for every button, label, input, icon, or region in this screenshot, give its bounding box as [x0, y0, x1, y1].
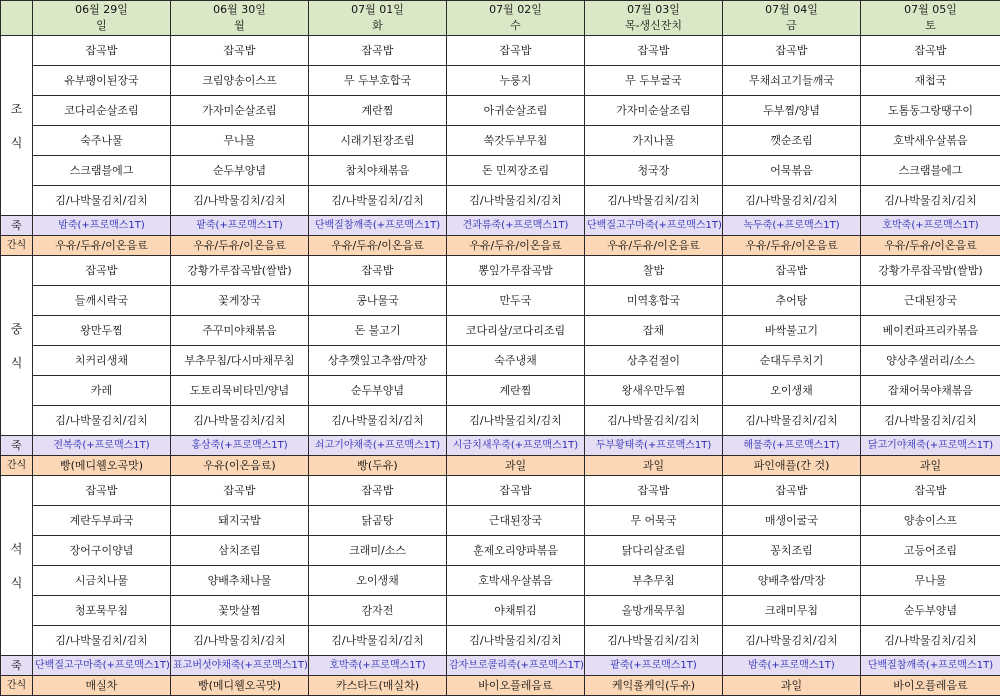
lunch-menu-item: 왕만두찜: [33, 316, 171, 346]
lunch-snack-row: [1, 456, 1000, 476]
snack-label: 간식: [1, 676, 33, 696]
breakfast-menu-item: 참치야채볶음: [309, 156, 447, 186]
breakfast-snack-item: 우유/두유/이온음료: [447, 236, 585, 256]
dinner-snack-item: 케익롤케익(두유): [585, 676, 723, 696]
dinner-menu-item: 김/나박물김치/김치: [723, 626, 861, 656]
breakfast-porridge-item: 팥죽(+프로맥스1T): [171, 216, 309, 236]
day-date: 07월 05일: [863, 2, 998, 18]
dinner-menu-item: 양배추쌈/막장: [723, 566, 861, 596]
day-header-2: [309, 1, 447, 36]
lunch-menu-item: 계란찜: [447, 376, 585, 406]
day-header-1: [171, 1, 309, 36]
snack-label: 간식: [1, 236, 33, 256]
dinner-menu-item: 김/나박물김치/김치: [309, 626, 447, 656]
dinner-snack-item: 바이오플레음료: [861, 676, 1000, 696]
dinner-menu-item: 김/나박물김치/김치: [171, 626, 309, 656]
lunch-menu-item: 근대된장국: [861, 286, 1000, 316]
breakfast-menu-item: 코다리순살조림: [33, 96, 171, 126]
breakfast-menu-item: 무 두부굴국: [585, 66, 723, 96]
dinner-snack-item: 과일: [723, 676, 861, 696]
lunch-menu-item: 부추무침/다시마채무침: [171, 346, 309, 376]
menu-body: [1, 36, 1000, 696]
day-date: 07월 03일: [587, 2, 720, 18]
breakfast-menu-item: 김/나박물김치/김치: [33, 186, 171, 216]
lunch-menu-item: 상추깻잎고추쌈/막장: [309, 346, 447, 376]
dinner-menu-item: 감자전: [309, 596, 447, 626]
breakfast-snack-item: 우유/두유/이온음료: [585, 236, 723, 256]
lunch-menu-item: 김/나박물김치/김치: [171, 406, 309, 436]
dinner-menu-item: 잡곡밥: [447, 476, 585, 506]
lunch-snack-item: 파인애플(간 것): [723, 456, 861, 476]
dinner-menu-item: 계란두부파국: [33, 506, 171, 536]
day-date: 07월 01일: [311, 2, 444, 18]
breakfast-porridge-item: 밤죽(+프로맥스1T): [33, 216, 171, 236]
breakfast-menu-item: 호박새우살볶음: [861, 126, 1000, 156]
lunch-row: [1, 256, 1000, 286]
porridge-label: 죽: [1, 656, 33, 676]
day-weekday: 금: [725, 18, 858, 34]
dinner-menu-item: 청포묵무침: [33, 596, 171, 626]
dinner-menu-item: 장어구이양념: [33, 536, 171, 566]
lunch-menu-item: 김/나박물김치/김치: [723, 406, 861, 436]
breakfast-snack-row: [1, 236, 1000, 256]
day-weekday: 토: [863, 18, 998, 34]
corner-cell: [1, 1, 33, 36]
lunch-porridge-item: 전복죽(+프로맥스1T): [33, 436, 171, 456]
dinner-porridge-item: 단백질고구마죽(+프로맥스1T): [33, 656, 171, 676]
breakfast-porridge-item: 견과류죽(+프로맥스1T): [447, 216, 585, 236]
dinner-menu-item: 잡곡밥: [723, 476, 861, 506]
lunch-menu-item: 김/나박물김치/김치: [447, 406, 585, 436]
dinner-menu-item: 고등어조림: [861, 536, 1000, 566]
breakfast-menu-item: 김/나박물김치/김치: [447, 186, 585, 216]
dinner-menu-item: 잡곡밥: [33, 476, 171, 506]
day-header-4: [585, 1, 723, 36]
dinner-snack-item: 바이오플레음료: [447, 676, 585, 696]
dinner-porridge-item: 표고버섯야채죽(+프로맥스1T): [171, 656, 309, 676]
dinner-menu-item: 잡곡밥: [171, 476, 309, 506]
breakfast-menu-item: 잡곡밥: [33, 36, 171, 66]
dinner-menu-item: 김/나박물김치/김치: [447, 626, 585, 656]
day-header-5: [723, 1, 861, 36]
dinner-porridge-item: 단백질참깨죽(+프로맥스1T): [861, 656, 1000, 676]
breakfast-menu-item: 잡곡밥: [585, 36, 723, 66]
lunch-porridge-item: 홍삼죽(+프로맥스1T): [171, 436, 309, 456]
dinner-menu-item: 호박새우살볶음: [447, 566, 585, 596]
dinner-porridge-item: 팥죽(+프로맥스1T): [585, 656, 723, 676]
lunch-menu-item: 만두국: [447, 286, 585, 316]
dinner-menu-item: 김/나박물김치/김치: [585, 626, 723, 656]
lunch-snack-item: 과일: [447, 456, 585, 476]
lunch-menu-item: 잡곡밥: [309, 256, 447, 286]
lunch-menu-item: 바싹불고기: [723, 316, 861, 346]
lunch-row: [1, 376, 1000, 406]
breakfast-menu-item: 무 두부호합국: [309, 66, 447, 96]
breakfast-menu-item: 김/나박물김치/김치: [861, 186, 1000, 216]
breakfast-menu-item: 무나물: [171, 126, 309, 156]
dinner-menu-item: 순두부양념: [861, 596, 1000, 626]
day-date: 06월 29일: [35, 2, 168, 18]
breakfast-menu-item: 숙주나물: [33, 126, 171, 156]
lunch-snack-item: 과일: [861, 456, 1000, 476]
breakfast-row: [1, 36, 1000, 66]
lunch-menu-item: 김/나박물김치/김치: [861, 406, 1000, 436]
lunch-menu-item: 잡곡밥: [723, 256, 861, 286]
dinner-menu-item: 닭곰탕: [309, 506, 447, 536]
breakfast-menu-item: 아귀순살조림: [447, 96, 585, 126]
breakfast-menu-item: 잡곡밥: [861, 36, 1000, 66]
breakfast-menu-item: 김/나박물김치/김치: [723, 186, 861, 216]
lunch-row: [1, 316, 1000, 346]
lunch-menu-item: 오이생채: [723, 376, 861, 406]
breakfast-row: [1, 96, 1000, 126]
lunch-menu-item: 뽕잎가루잡곡밥: [447, 256, 585, 286]
breakfast-label: [1, 36, 33, 216]
lunch-menu-item: 콩나물국: [309, 286, 447, 316]
lunch-menu-item: 김/나박물김치/김치: [33, 406, 171, 436]
lunch-porridge-item: 시금치새우죽(+프로맥스1T): [447, 436, 585, 456]
day-header-0: [33, 1, 171, 36]
breakfast-menu-item: 돈 민찌장조림: [447, 156, 585, 186]
breakfast-menu-item: 스크램블에그: [33, 156, 171, 186]
breakfast-label-char: 조: [3, 92, 30, 126]
dinner-menu-item: 크래미무침: [723, 596, 861, 626]
lunch-snack-item: 과일: [585, 456, 723, 476]
dinner-menu-item: 무나물: [861, 566, 1000, 596]
dinner-row: [1, 476, 1000, 506]
breakfast-row: [1, 156, 1000, 186]
dinner-label: [1, 476, 33, 656]
day-date: 06월 30일: [173, 2, 306, 18]
dinner-menu-item: 근대된장국: [447, 506, 585, 536]
lunch-menu-item: 왕새우만두찜: [585, 376, 723, 406]
breakfast-menu-item: 가자미순살조림: [171, 96, 309, 126]
lunch-porridge-row: [1, 436, 1000, 456]
breakfast-menu-item: 김/나박물김치/김치: [171, 186, 309, 216]
day-weekday: 월: [173, 18, 306, 34]
breakfast-menu-item: 잡곡밥: [171, 36, 309, 66]
breakfast-label-char: 식: [3, 126, 30, 160]
lunch-porridge-item: 해물죽(+프로맥스1T): [723, 436, 861, 456]
dinner-menu-item: 매생이굴국: [723, 506, 861, 536]
lunch-menu-item: 순대두루치기: [723, 346, 861, 376]
lunch-menu-item: 도토리묵비타민/양념: [171, 376, 309, 406]
dinner-menu-item: 부추무침: [585, 566, 723, 596]
breakfast-row: [1, 126, 1000, 156]
dinner-row: [1, 536, 1000, 566]
lunch-menu-item: 들깨시락국: [33, 286, 171, 316]
lunch-menu-item: 찰밥: [585, 256, 723, 286]
breakfast-menu-item: 쑥갓두부무침: [447, 126, 585, 156]
lunch-label: [1, 256, 33, 436]
breakfast-menu-item: 김/나박물김치/김치: [309, 186, 447, 216]
dinner-menu-item: 올방개묵무침: [585, 596, 723, 626]
dinner-porridge-item: 밤죽(+프로맥스1T): [723, 656, 861, 676]
dinner-menu-item: 크래미/소스: [309, 536, 447, 566]
lunch-menu-item: 김/나박물김치/김치: [585, 406, 723, 436]
dinner-snack-item: 카스타드(매실차): [309, 676, 447, 696]
dinner-menu-item: 잡곡밥: [861, 476, 1000, 506]
breakfast-menu-item: 어묵볶음: [723, 156, 861, 186]
lunch-menu-item: 강황가루잡곡밥(쌀밥): [171, 256, 309, 286]
dinner-menu-item: 삼치조림: [171, 536, 309, 566]
lunch-menu-item: 꽃게장국: [171, 286, 309, 316]
breakfast-menu-item: 시래기된장조림: [309, 126, 447, 156]
breakfast-menu-item: 크림양송이스프: [171, 66, 309, 96]
lunch-menu-item: 치커리생채: [33, 346, 171, 376]
dinner-row: [1, 596, 1000, 626]
lunch-snack-item: 우유(이온음료): [171, 456, 309, 476]
lunch-row: [1, 406, 1000, 436]
breakfast-porridge-item: 단백질고구마죽(+프로맥스1T): [585, 216, 723, 236]
lunch-menu-item: 숙주냉채: [447, 346, 585, 376]
lunch-menu-item: 김/나박물김치/김치: [309, 406, 447, 436]
dinner-menu-item: 양송이스프: [861, 506, 1000, 536]
breakfast-menu-item: 스크램블에그: [861, 156, 1000, 186]
day-header-6: [861, 1, 1000, 36]
lunch-menu-item: 코다리살/코다리조림: [447, 316, 585, 346]
dinner-row: [1, 566, 1000, 596]
dinner-row: [1, 626, 1000, 656]
day-weekday: 목-생신잔치: [587, 18, 720, 34]
breakfast-menu-item: 유부팽이된장국: [33, 66, 171, 96]
day-weekday: 일: [35, 18, 168, 34]
breakfast-menu-item: 가지나물: [585, 126, 723, 156]
breakfast-porridge-item: 녹두죽(+프로맥스1T): [723, 216, 861, 236]
dinner-menu-item: 야채튀김: [447, 596, 585, 626]
breakfast-row: [1, 186, 1000, 216]
porridge-label: 죽: [1, 436, 33, 456]
day-weekday: 화: [311, 18, 444, 34]
dinner-snack-row: [1, 676, 1000, 696]
lunch-snack-item: 빵(두유): [309, 456, 447, 476]
lunch-menu-item: 미역홍합국: [585, 286, 723, 316]
breakfast-menu-item: 잡곡밥: [309, 36, 447, 66]
breakfast-menu-item: 가자미순살조림: [585, 96, 723, 126]
dinner-menu-item: 무 어묵국: [585, 506, 723, 536]
breakfast-snack-item: 우유/두유/이온음료: [171, 236, 309, 256]
lunch-menu-item: 잡곡밥: [33, 256, 171, 286]
lunch-menu-item: 순두부양념: [309, 376, 447, 406]
dinner-menu-item: 잡곡밥: [585, 476, 723, 506]
breakfast-row: [1, 66, 1000, 96]
breakfast-menu-item: 잡곡밥: [723, 36, 861, 66]
breakfast-menu-item: 도톰동그랑땡구이: [861, 96, 1000, 126]
breakfast-snack-item: 우유/두유/이온음료: [723, 236, 861, 256]
lunch-menu-item: 베이컨파프리카볶음: [861, 316, 1000, 346]
lunch-row: [1, 286, 1000, 316]
lunch-porridge-item: 닭고기야채죽(+프로맥스1T): [861, 436, 1000, 456]
breakfast-menu-item: 무채쇠고기들깨국: [723, 66, 861, 96]
lunch-porridge-item: 두부황태죽(+프로맥스1T): [585, 436, 723, 456]
breakfast-menu-item: 재첩국: [861, 66, 1000, 96]
lunch-row: [1, 346, 1000, 376]
dinner-row: [1, 506, 1000, 536]
breakfast-snack-item: 우유/두유/이온음료: [33, 236, 171, 256]
porridge-label: 죽: [1, 216, 33, 236]
lunch-menu-item: 상추겉절이: [585, 346, 723, 376]
breakfast-menu-item: 계란찜: [309, 96, 447, 126]
lunch-menu-item: 잡채: [585, 316, 723, 346]
dinner-snack-item: 매실차: [33, 676, 171, 696]
lunch-label-char: 중: [3, 312, 30, 346]
dinner-menu-item: 꽁치조림: [723, 536, 861, 566]
breakfast-snack-item: 우유/두유/이온음료: [861, 236, 1000, 256]
lunch-menu-item: 추어탕: [723, 286, 861, 316]
lunch-menu-item: 강황가루잡곡밥(쌀밥): [861, 256, 1000, 286]
dinner-menu-item: 양배추채나물: [171, 566, 309, 596]
breakfast-porridge-item: 호박죽(+프로맥스1T): [861, 216, 1000, 236]
dinner-menu-item: 훈제오리양파볶음: [447, 536, 585, 566]
dinner-porridge-row: [1, 656, 1000, 676]
dinner-label-char: 식: [3, 566, 30, 600]
dinner-menu-item: 닭다리살조림: [585, 536, 723, 566]
dinner-porridge-item: 감자브로콜리죽(+프로맥스1T): [447, 656, 585, 676]
dinner-label-char: 석: [3, 532, 30, 566]
breakfast-menu-item: 청국장: [585, 156, 723, 186]
dinner-menu-item: 김/나박물김치/김치: [861, 626, 1000, 656]
dinner-menu-item: 잡곡밥: [309, 476, 447, 506]
lunch-menu-item: 돈 불고기: [309, 316, 447, 346]
day-header-3: [447, 1, 585, 36]
dinner-snack-item: 빵(메디웰오곡맛): [171, 676, 309, 696]
breakfast-menu-item: 깻순조림: [723, 126, 861, 156]
date-header-row: [1, 1, 1000, 36]
lunch-menu-item: 카레: [33, 376, 171, 406]
breakfast-porridge-row: [1, 216, 1000, 236]
dinner-menu-item: 김/나박물김치/김치: [33, 626, 171, 656]
day-weekday: 수: [449, 18, 582, 34]
breakfast-menu-item: 두부찜/양념: [723, 96, 861, 126]
breakfast-menu-item: 김/나박물김치/김치: [585, 186, 723, 216]
lunch-snack-item: 빵(메디웰오곡맛): [33, 456, 171, 476]
breakfast-menu-item: 순두부양념: [171, 156, 309, 186]
lunch-menu-item: 잡채어묵야채볶음: [861, 376, 1000, 406]
breakfast-porridge-item: 단백질참깨죽(+프로맥스1T): [309, 216, 447, 236]
dinner-menu-item: 오이생채: [309, 566, 447, 596]
breakfast-menu-item: 잡곡밥: [447, 36, 585, 66]
lunch-label-char: 식: [3, 346, 30, 380]
day-date: 07월 02일: [449, 2, 582, 18]
lunch-porridge-item: 쇠고기야채죽(+프로맥스1T): [309, 436, 447, 456]
lunch-menu-item: 주꾸미야채볶음: [171, 316, 309, 346]
breakfast-menu-item: 누룽지: [447, 66, 585, 96]
dinner-menu-item: 시금치나물: [33, 566, 171, 596]
dinner-porridge-item: 호박죽(+프로맥스1T): [309, 656, 447, 676]
breakfast-snack-item: 우유/두유/이온음료: [309, 236, 447, 256]
dinner-menu-item: 꽃맛살찜: [171, 596, 309, 626]
dinner-menu-item: 돼지국밥: [171, 506, 309, 536]
lunch-menu-item: 양상추샐러리/소스: [861, 346, 1000, 376]
snack-label: 간식: [1, 456, 33, 476]
day-date: 07월 04일: [725, 2, 858, 18]
